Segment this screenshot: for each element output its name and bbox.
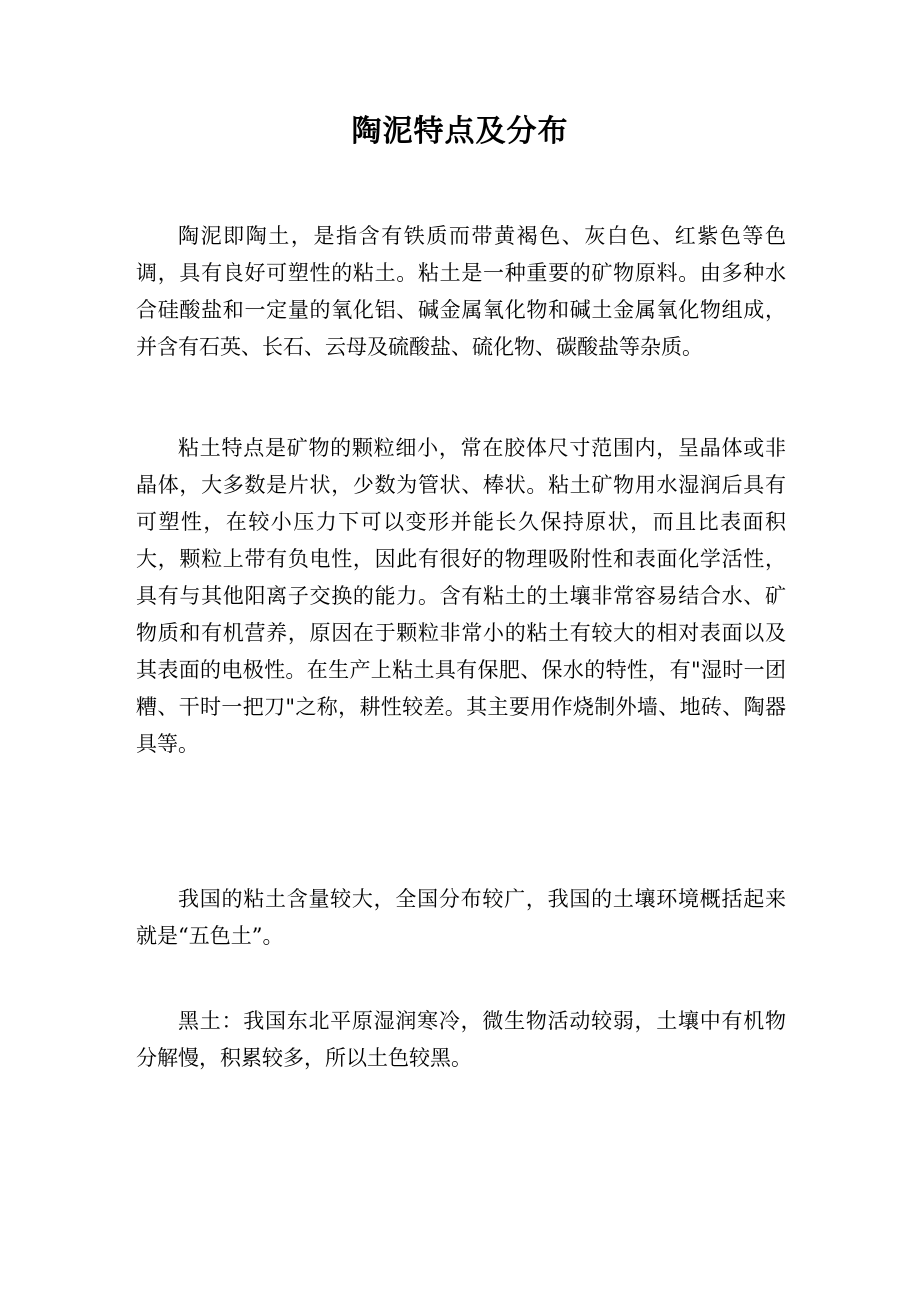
paragraph-black-soil: 黑土：我国东北平原湿润寒冷，微生物活动较弱，土壤中有机物分解慢，积累较多，所以土色较黑。 <box>136 1009 786 1070</box>
paragraph-distribution: 我国的粘土含量较大，全国分布较广，我国的土壤环境概括起来就是“五色土”。 <box>136 887 786 948</box>
paragraph-clay-features: 粘土特点是矿物的颗粒细小，常在胶体尺寸范围内，呈晶体或非晶体，大多数是片状，少数为管状、棒状。粘土矿物用水湿润后具有可塑性，在较小压力下可以变形并能长久保持原状，而且比表面积大，颗粒上带有负电性，因此有很好的物理吸附性和表面化学活性，具有与其他阳离子交换的能力。含有粘土的土壤非常容易结合水、矿物质和有机营养，原因在于颗粒非常小的粘土有较大的相对表面以及其表面的电极性。在生产上粘土具有保肥、保水的特性，有"湿时一团糟、干时一把刀"之称，耕性较差。其主要用作烧制外墙、地砖、陶器具等。 <box>136 436 786 756</box>
page-title: 陶泥特点及分布 <box>351 114 569 150</box>
paragraph-intro: 陶泥即陶土，是指含有铁质而带黄褐色、灰白色、红紫色等色调，具有良好可塑性的粘土。粘土是一种重要的矿物原料。由多种水合硅酸盐和一定量的氧化铝、碱金属氧化物和碱土金属氧化物组成，并含有石英、长石、云母及硫酸盐、硫化物、碳酸盐等杂质。 <box>136 224 786 359</box>
